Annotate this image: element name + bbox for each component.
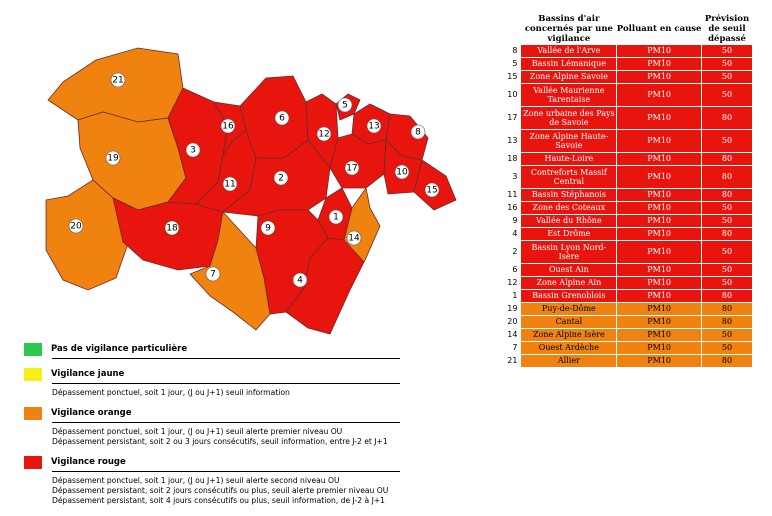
zone-label-8: 8	[415, 127, 421, 138]
zone-label-9: 9	[265, 223, 271, 234]
table-row	[505, 215, 753, 228]
table-row	[505, 228, 753, 241]
zone-label-2: 2	[278, 173, 284, 184]
legend-item-red	[24, 453, 400, 506]
cell-num: 21	[505, 355, 521, 368]
cell-bassin: Vallée du Rhône	[521, 215, 617, 228]
zone-label-5: 5	[342, 100, 348, 111]
cell-bassin: Vallée Maurienne Tarentaise	[521, 84, 617, 107]
cell-bassin: Zone des Coteaux	[521, 202, 617, 215]
table-header-row	[505, 14, 753, 45]
cell-polluant: PM10	[617, 166, 702, 189]
zone-label-14: 14	[348, 233, 360, 244]
cell-num: 6	[505, 264, 521, 277]
cell-polluant: PM10	[617, 107, 702, 130]
cell-prevision: 80	[702, 303, 753, 316]
cell-polluant: PM10	[617, 84, 702, 107]
cell-bassin: Contreforts Massif Central	[521, 166, 617, 189]
legend-swatch-yellow	[24, 368, 42, 381]
cell-polluant: PM10	[617, 58, 702, 71]
table-row	[505, 107, 753, 130]
cell-prevision: 50	[702, 215, 753, 228]
legend-divider	[52, 471, 400, 472]
cell-prevision: 50	[702, 45, 753, 58]
cell-bassin: Zone Alpine Haute-Savoie	[521, 130, 617, 153]
cell-num: 13	[505, 130, 521, 153]
cell-prevision: 50	[702, 342, 753, 355]
zone-label-3: 3	[190, 145, 196, 156]
cell-num: 5	[505, 58, 521, 71]
cell-prevision: 50	[702, 130, 753, 153]
zone-label-16: 16	[222, 121, 234, 132]
legend-divider	[52, 358, 400, 359]
zone-label-20: 20	[70, 221, 82, 232]
legend-head	[24, 404, 400, 422]
table-row	[505, 355, 753, 368]
zone-label-11: 11	[224, 179, 236, 190]
cell-polluant: PM10	[617, 303, 702, 316]
cell-num: 1	[505, 290, 521, 303]
header-bassin: Bassins d'air concernés par une vigilance	[524, 14, 613, 44]
legend-divider	[52, 383, 400, 384]
cell-bassin: Puy-de-Dôme	[521, 303, 617, 316]
cell-polluant: PM10	[617, 316, 702, 329]
cell-prevision: 50	[702, 71, 753, 84]
cell-bassin: Cantal	[521, 316, 617, 329]
cell-polluant: PM10	[617, 277, 702, 290]
legend-description	[24, 476, 400, 506]
cell-polluant: PM10	[617, 329, 702, 342]
cell-bassin: Zone Alpine Ain	[521, 277, 617, 290]
cell-prevision: 80	[702, 107, 753, 130]
table-row	[505, 329, 753, 342]
cell-polluant: PM10	[617, 130, 702, 153]
legend-item-yellow	[24, 365, 400, 398]
legend-item-green	[24, 340, 400, 359]
table-row	[505, 342, 753, 355]
cell-prevision: 50	[702, 264, 753, 277]
legend-description-line: Dépassement ponctuel, soit 1 jour, (J ou J+1) seuil alerte premier niveau OU	[52, 427, 343, 436]
cell-bassin: Ouest Ardèche	[521, 342, 617, 355]
cell-num: 8	[505, 45, 521, 58]
legend-title: Vigilance jaune	[51, 369, 125, 379]
header-num	[505, 14, 521, 45]
header-prevision: Prévision de seuil dépassé	[704, 14, 750, 44]
legend-head	[24, 453, 400, 471]
region-zone-17	[330, 134, 386, 188]
cell-polluant: PM10	[617, 342, 702, 355]
legend-description-line: Dépassement persistant, soit 4 jours consécutifs ou plus, seuil information, de J-2 à J+1	[52, 496, 386, 505]
cell-prevision: 50	[702, 277, 753, 290]
legend-description-line: Dépassement persistant, soit 2 ou 3 jours consécutifs, seuil information, entre J-2 et J+1	[52, 437, 388, 446]
table-row	[505, 71, 753, 84]
table-row	[505, 264, 753, 277]
cell-bassin: Bassin Lémanique	[521, 58, 617, 71]
cell-polluant: PM10	[617, 241, 702, 264]
cell-num: 18	[505, 153, 521, 166]
cell-num: 9	[505, 215, 521, 228]
cell-num: 4	[505, 228, 521, 241]
cell-bassin: Bassin Lyon Nord-Isère	[521, 241, 617, 264]
cell-bassin: Allier	[521, 355, 617, 368]
cell-num: 2	[505, 241, 521, 264]
cell-num: 11	[505, 189, 521, 202]
cell-polluant: PM10	[617, 228, 702, 241]
zone-label-17: 17	[346, 163, 358, 174]
cell-num: 12	[505, 277, 521, 290]
cell-prevision: 80	[702, 166, 753, 189]
cell-num: 20	[505, 316, 521, 329]
zone-label-10: 10	[396, 167, 408, 178]
legend-head	[24, 365, 400, 383]
zone-label-13: 13	[368, 121, 380, 132]
table-row	[505, 316, 753, 329]
table-row	[505, 290, 753, 303]
table-row	[505, 153, 753, 166]
zone-label-21: 21	[112, 75, 124, 86]
cell-polluant: PM10	[617, 264, 702, 277]
legend-swatch-red	[24, 456, 42, 469]
header-polluant: Polluant en cause	[616, 24, 702, 34]
vigilance-table-wrap	[505, 14, 753, 368]
table-row	[505, 277, 753, 290]
zone-label-19: 19	[107, 153, 119, 164]
vigilance-map	[18, 30, 478, 350]
cell-bassin: Est Drôme	[521, 228, 617, 241]
cell-prevision: 80	[702, 153, 753, 166]
legend-swatch-orange	[24, 407, 42, 420]
cell-num: 17	[505, 107, 521, 130]
legend-description	[24, 427, 400, 447]
cell-bassin: Haute-Loire	[521, 153, 617, 166]
cell-bassin: Bassin Grenoblois	[521, 290, 617, 303]
cell-prevision: 80	[702, 355, 753, 368]
cell-prevision: 50	[702, 58, 753, 71]
cell-num: 7	[505, 342, 521, 355]
table-row	[505, 130, 753, 153]
legend-item-orange	[24, 404, 400, 447]
cell-polluant: PM10	[617, 355, 702, 368]
legend-description-line: Dépassement ponctuel, soit 1 jour, (J ou J+1) seuil information	[52, 388, 290, 397]
cell-prevision: 50	[702, 241, 753, 264]
legend-title: Vigilance rouge	[51, 457, 126, 467]
cell-num: 15	[505, 71, 521, 84]
cell-polluant: PM10	[617, 290, 702, 303]
legend-description-line: Dépassement persistant, soit 2 jours consécutifs ou plus, seuil alerte premier niveau OU	[52, 486, 389, 495]
cell-num: 19	[505, 303, 521, 316]
legend-title: Vigilance orange	[51, 408, 132, 418]
zone-label-15: 15	[426, 185, 438, 196]
table-row	[505, 202, 753, 215]
zone-label-4: 4	[297, 275, 303, 286]
legend-description-line: Dépassement ponctuel, soit 1 jour, (J ou J+1) seuil alerte second niveau OU	[52, 476, 340, 485]
cell-prevision: 50	[702, 84, 753, 107]
cell-bassin: Zone Alpine Savoie	[521, 71, 617, 84]
cell-polluant: PM10	[617, 189, 702, 202]
table-row	[505, 189, 753, 202]
cell-polluant: PM10	[617, 45, 702, 58]
legend-description	[24, 388, 400, 398]
cell-polluant: PM10	[617, 71, 702, 84]
cell-prevision: 50	[702, 202, 753, 215]
cell-polluant: PM10	[617, 215, 702, 228]
zone-label-6: 6	[279, 113, 285, 124]
table-row	[505, 303, 753, 316]
cell-prevision: 80	[702, 228, 753, 241]
cell-polluant: PM10	[617, 202, 702, 215]
legend-head	[24, 340, 400, 358]
cell-bassin: Vallée de l'Arve	[521, 45, 617, 58]
vigilance-table	[505, 14, 753, 368]
cell-num: 16	[505, 202, 521, 215]
zone-label-12: 12	[318, 129, 330, 140]
zone-label-1: 1	[333, 212, 339, 223]
cell-num: 14	[505, 329, 521, 342]
legend	[24, 340, 400, 506]
cell-prevision: 80	[702, 290, 753, 303]
cell-prevision: 80	[702, 316, 753, 329]
table-row	[505, 241, 753, 264]
table-row	[505, 58, 753, 71]
table-row	[505, 166, 753, 189]
legend-swatch-green	[24, 343, 42, 356]
cell-bassin: Bassin Stéphanois	[521, 189, 617, 202]
cell-prevision: 50	[702, 329, 753, 342]
table-row	[505, 45, 753, 58]
zone-label-7: 7	[210, 269, 216, 280]
cell-prevision: 80	[702, 189, 753, 202]
cell-polluant: PM10	[617, 153, 702, 166]
cell-bassin: Zone urbaine des Pays de Savoie	[521, 107, 617, 130]
cell-bassin: Ouest Ain	[521, 264, 617, 277]
cell-num: 3	[505, 166, 521, 189]
zone-label-18: 18	[166, 223, 178, 234]
cell-num: 10	[505, 84, 521, 107]
legend-divider	[52, 422, 400, 423]
legend-title: Pas de vigilance particulière	[51, 344, 188, 354]
cell-bassin: Zone Alpine Isère	[521, 329, 617, 342]
table-row	[505, 84, 753, 107]
